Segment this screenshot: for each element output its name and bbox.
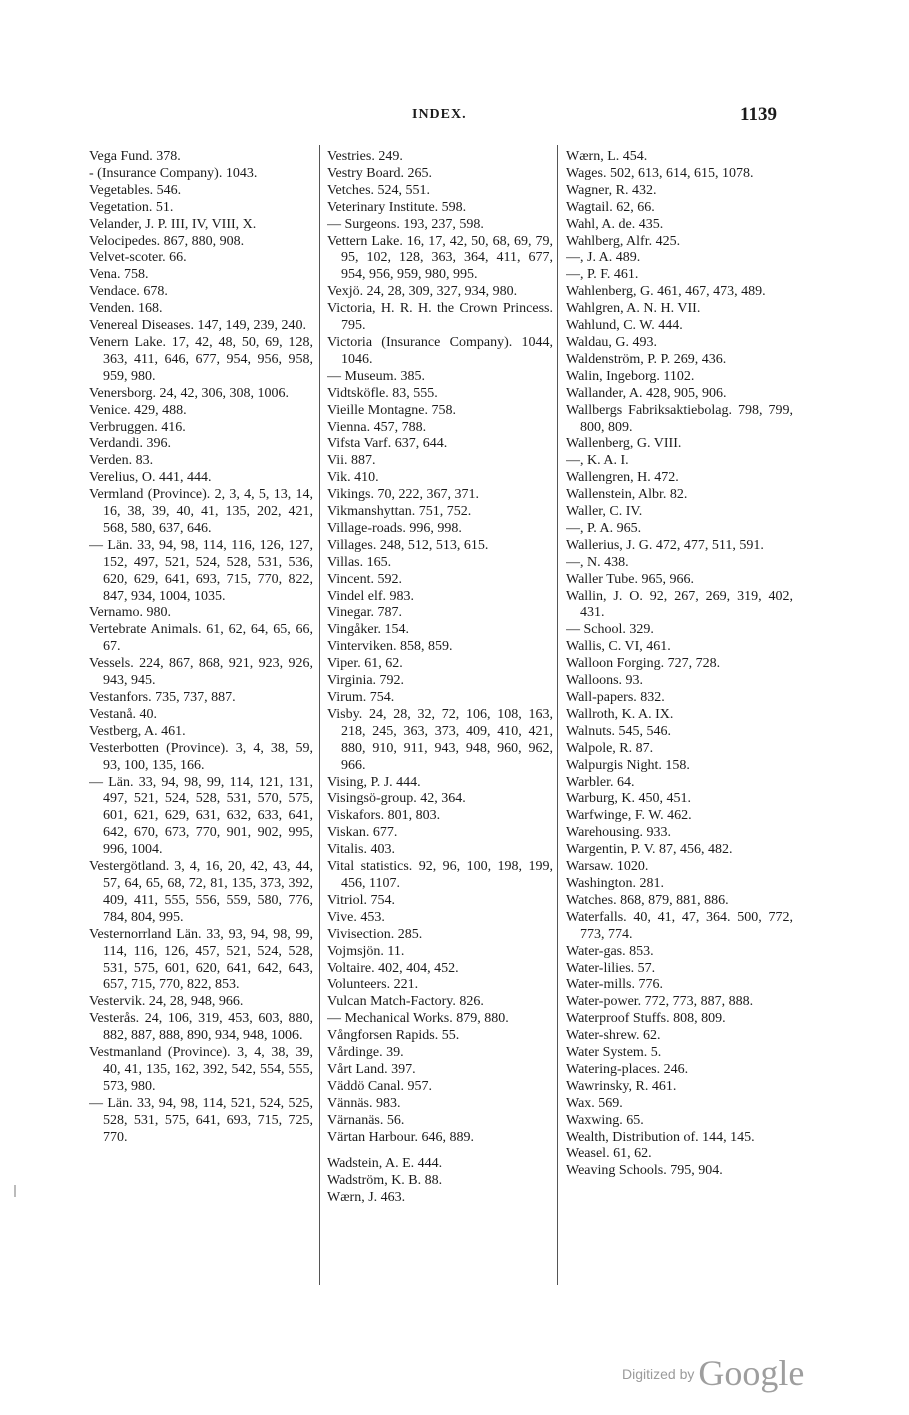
index-entry: Vestervik. 24, 28, 948, 966.: [89, 994, 244, 1010]
index-entry: Water-mills. 776.: [566, 977, 663, 993]
index-entry: Waller, C. IV.: [566, 504, 643, 520]
index-entry: Vestry Board. 265.: [327, 165, 432, 181]
index-entry: Velocipedes. 867, 880, 908.: [89, 233, 245, 249]
index-entry: Vikings. 70, 222, 367, 371.: [327, 487, 479, 503]
index-entry: Watches. 868, 879, 881, 886.: [566, 892, 729, 908]
index-entry: Värnanäs. 56.: [327, 1112, 405, 1128]
index-entry: Verdandi. 396.: [89, 436, 172, 452]
index-entry: Visingsö-group. 42, 364.: [327, 791, 466, 807]
index-entry: - (Insurance Company). 1043.: [89, 165, 258, 181]
index-entry: Water-lilies. 57.: [566, 960, 656, 976]
index-entry: Warehousing. 933.: [566, 825, 672, 841]
index-entry: Vienna. 457, 788.: [327, 419, 427, 435]
index-entry: Virum. 754.: [327, 690, 395, 705]
index-entry: Vinterviken. 858, 859.: [327, 639, 453, 655]
watermark-prefix: Digitized by: [622, 1366, 695, 1382]
index-entry: Venereal Diseases. 147, 149, 239, 240.: [89, 318, 306, 334]
index-entry: — Museum. 385.: [327, 368, 425, 384]
index-entry: Wallin, J. O. 92, 267, 269, 319, 402, 431.: [566, 588, 793, 621]
index-entry: Vive. 453.: [327, 909, 385, 925]
index-entry: Washington. 281.: [566, 875, 665, 891]
index-entry: Vessels. 224, 867, 868, 921, 923, 926, 943, 945.: [89, 656, 313, 689]
index-entry: —, N. 438.: [566, 554, 629, 570]
index-entry: Venice. 429, 488.: [89, 402, 187, 418]
index-entry: Weasel. 61, 62.: [566, 1146, 652, 1162]
index-entry: Vegetables. 546.: [89, 182, 182, 198]
index-entry: Wahl, A. de. 435.: [566, 216, 664, 232]
index-entry: Wadstein, A. E. 444.: [327, 1156, 443, 1172]
index-entry: —, K. A. I.: [566, 453, 629, 469]
index-entry: Wahlenberg, G. 461, 467, 473, 489.: [566, 284, 766, 300]
index-entry: Wallenberg, G. VIII.: [566, 436, 682, 452]
index-entry: Volunteers. 221.: [327, 977, 419, 993]
index-entry: Vulcan Match-Factory. 826.: [327, 994, 484, 1010]
index-entry: Walpole, R. 87.: [566, 740, 654, 756]
index-entry: Wahlberg, Alfr. 425.: [566, 233, 681, 249]
page-number: 1139: [740, 104, 777, 125]
index-entry: Wagtail. 62, 66.: [566, 199, 655, 215]
index-entry: Wax. 569.: [566, 1095, 623, 1111]
index-entry: Watering-places. 246.: [566, 1061, 689, 1077]
index-entry: Waterproof Stuffs. 808, 809.: [566, 1011, 726, 1027]
index-entry: Victoria (Insurance Company). 1044, 1046.: [327, 334, 553, 367]
index-entry: Waller Tube. 965, 966.: [566, 571, 694, 587]
index-entry: Viper. 61, 62.: [327, 656, 403, 672]
index-entry: Virginia. 792.: [327, 673, 405, 689]
index-entry: Värtan Harbour. 646, 889.: [327, 1129, 474, 1145]
index-entry: Voltaire. 402, 404, 452.: [327, 960, 459, 976]
index-entry: Vestanfors. 735, 737, 887.: [89, 690, 236, 705]
index-entry: Walin, Ingeborg. 1102.: [566, 368, 695, 384]
index-entry: Wahlund, C. W. 444.: [566, 318, 683, 334]
index-entry: Vännäs. 983.: [327, 1095, 401, 1111]
index-entry: Vising, P. J. 444.: [327, 774, 421, 790]
index-entry: Venersborg. 24, 42, 306, 308, 1006.: [89, 385, 290, 401]
running-head-title: INDEX.: [412, 107, 467, 122]
index-entry: — Län. 33, 94, 98, 114, 116, 126, 127, 152, 497, 521, 524, 528, 531, 536, 620, 629, 641, 693, 715, 770, 822, 847, 934, 1004, 1035.: [89, 537, 313, 604]
index-entry: Wallander, A. 428, 905, 906.: [566, 385, 727, 401]
index-entry: Vångforsen Rapids. 55.: [327, 1028, 460, 1044]
index-entry: Vesterås. 24, 106, 319, 453, 603, 880, 882, 887, 888, 890, 934, 948, 1006.: [89, 1011, 313, 1044]
google-logo: Google: [698, 1353, 805, 1393]
index-entry: — Mechanical Works. 879, 880.: [327, 1011, 509, 1027]
index-entry: Vesterbotten (Province). 3, 4, 38, 59, 93, 100, 135, 166.: [89, 740, 313, 773]
index-entry: Wærn, J. 463.: [327, 1190, 406, 1206]
index-entry: Vendace. 678.: [89, 284, 168, 300]
index-entry: —, P. F. 461.: [566, 267, 639, 283]
index-entry: Vårdinge. 39.: [327, 1045, 404, 1061]
index-entry: Vitriol. 754.: [327, 892, 395, 908]
index-entry: — School. 329.: [566, 622, 654, 638]
index-entry: Waxwing. 65.: [566, 1112, 644, 1128]
index-entry: Vifsta Varf. 637, 644.: [327, 436, 448, 452]
index-entry: Wagner, R. 432.: [566, 182, 657, 198]
index-entry: Village-roads. 996, 998.: [327, 520, 462, 536]
index-entry: Water System. 5.: [566, 1045, 662, 1061]
index-entry: Velvet-scoter. 66.: [89, 250, 187, 266]
index-entry: Wealth, Distribution of. 144, 145.: [566, 1129, 755, 1145]
index-entry: Villas. 165.: [327, 554, 392, 570]
index-column-2: [327, 149, 553, 1284]
index-entry: Wallengren, H. 472.: [566, 470, 679, 486]
index-entry: Viskafors. 801, 803.: [327, 808, 441, 824]
index-entry: Wallenstein, Albr. 82.: [566, 487, 688, 503]
index-entry: Vingåker. 154.: [327, 622, 409, 638]
index-column-1: [89, 149, 313, 1284]
index-entry: Warfwinge, F. W. 462.: [566, 808, 692, 824]
index-entry: Vestergötland. 3, 4, 16, 20, 42, 43, 44, 57, 64, 65, 68, 72, 81, 135, 373, 392, 409, 411, 555, 556, 559, 580, 776, 784, 804, 995.: [89, 859, 313, 925]
index-entry: Vetches. 524, 551.: [327, 182, 431, 198]
index-entry: Wallroth, K. A. IX.: [566, 706, 674, 722]
index-entry: Vega Fund. 378.: [89, 149, 181, 164]
index-entry: Vojmsjön. 11.: [327, 943, 405, 959]
index-entry: Water-power. 772, 773, 887, 888.: [566, 994, 754, 1010]
index-entry: —, P. A. 965.: [566, 520, 642, 536]
index-entry: Wallis, C. VI, 461.: [566, 639, 671, 655]
index-entry: Wallerius, J. G. 472, 477, 511, 591.: [566, 537, 764, 553]
index-entry: Verelius, O. 441, 444.: [89, 470, 212, 486]
index-entry: Vieille Montagne. 758.: [327, 402, 457, 418]
index-entry: Wadström, K. B. 88.: [327, 1173, 443, 1189]
digitized-watermark: [622, 1352, 804, 1394]
index-entry: Vestmanland (Province). 3, 4, 38, 39, 40, 41, 135, 162, 392, 542, 554, 555, 573, 980.: [89, 1045, 313, 1094]
index-entry: Wallbergs Fabriksaktiebolag. 798, 799, 800, 809.: [566, 402, 793, 435]
index-entry: Vernamo. 980.: [89, 605, 172, 621]
index-entry: Villages. 248, 512, 513, 615.: [327, 537, 489, 553]
index-entry: Verbruggen. 416.: [89, 419, 186, 435]
index-entry: Victoria, H. R. H. the Crown Princess. 795.: [327, 301, 553, 334]
index-entry: Vestanå. 40.: [89, 706, 158, 722]
index-entry: Wall-papers. 832.: [566, 690, 665, 705]
index-entry: Vestberg, A. 461.: [89, 723, 186, 739]
index-entry: Warburg, K. 450, 451.: [566, 791, 691, 807]
index-entry: Verden. 83.: [89, 453, 154, 469]
index-entry: Velander, J. P. III, IV, VIII, X.: [89, 216, 257, 232]
index-entry: Veterinary Institute. 598.: [327, 199, 467, 215]
index-entry: — Län. 33, 94, 98, 114, 521, 524, 525, 528, 531, 575, 641, 693, 715, 725, 770.: [89, 1095, 313, 1145]
index-entry: Vital statistics. 92, 96, 100, 198, 199, 456, 1107.: [327, 859, 553, 891]
index-entry: Venden. 168.: [89, 301, 163, 317]
index-entry: Vermland (Province). 2, 3, 4, 5, 13, 14, 16, 38, 39, 40, 41, 135, 202, 421, 568, 580, 637, 646.: [89, 487, 313, 536]
index-column-3: [566, 149, 793, 1284]
page-header: [0, 104, 909, 128]
index-entry: Vesternorrland Län. 33, 93, 94, 98, 99, 114, 116, 126, 457, 521, 524, 528, 531, 575, 601, 620, 641, 642, 643, 657, 715, 770, 822, 853.: [89, 926, 313, 993]
index-entry: Wargentin, P. V. 87, 456, 482.: [566, 842, 733, 858]
index-entry: Walnuts. 545, 546.: [566, 723, 672, 739]
index-entry: Visby. 24, 28, 32, 72, 106, 108, 163, 218, 245, 363, 373, 409, 410, 421, 880, 910, 911, 943, 948, 960, 962, 966.: [327, 706, 553, 773]
index-entry: Wages. 502, 613, 614, 615, 1078.: [566, 165, 754, 181]
index-entry: Walloon Forging. 727, 728.: [566, 656, 721, 672]
margin-mark: [14, 1185, 16, 1197]
index-entry: Vertebrate Animals. 61, 62, 64, 65, 66, 67.: [89, 622, 313, 655]
index-entry: Vik. 410.: [327, 470, 379, 486]
index-entry: Vikmanshyttan. 751, 752.: [327, 504, 472, 520]
index-entry: Vena. 758.: [89, 267, 149, 283]
index-entry: Vidtsköfle. 83, 555.: [327, 385, 438, 401]
index-entry: Wærn, L. 454.: [566, 149, 648, 164]
index-entry: Vitalis. 403.: [327, 842, 395, 858]
index-entry: Water-shrew. 62.: [566, 1028, 661, 1044]
index-entry: Vinegar. 787.: [327, 605, 402, 621]
index-entry: Warbler. 64.: [566, 774, 635, 790]
index-entry: Walloons. 93.: [566, 673, 644, 689]
index-entry: Venern Lake. 17, 42, 48, 50, 69, 128, 363, 411, 646, 677, 954, 956, 958, 959, 980.: [89, 334, 313, 384]
index-entry: Water-gas. 853.: [566, 943, 654, 959]
index-entry: Vårt Land. 397.: [327, 1061, 416, 1077]
column-divider: [319, 145, 320, 1285]
index-entry: Warsaw. 1020.: [566, 859, 649, 875]
column-divider: [557, 145, 558, 1285]
index-entry: Waldau, G. 493.: [566, 334, 658, 350]
index-entry: — Surgeons. 193, 237, 598.: [327, 216, 484, 232]
index-entry: Walpurgis Night. 158.: [566, 757, 690, 773]
index-entry: — Län. 33, 94, 98, 99, 114, 121, 131, 497, 521, 524, 528, 531, 570, 575, 601, 621, 629, 631, 632, 633, 641, 642, 670, 673, 770, 901, 902, 995, 996, 1004.: [89, 774, 313, 858]
index-entry: Vestries. 249.: [327, 149, 403, 164]
index-entry: —, J. A. 489.: [566, 250, 641, 266]
index-entry: Vindel elf. 983.: [327, 588, 415, 604]
index-entry: Wahlgren, A. N. H. VII.: [566, 301, 701, 317]
index-entry: Vivisection. 285.: [327, 926, 423, 942]
index-entry: Vincent. 592.: [327, 571, 402, 587]
index-entry: Waterfalls. 40, 41, 47, 364. 500, 772, 773, 774.: [566, 909, 793, 942]
index-entry: Vettern Lake. 16, 17, 42, 50, 68, 69, 79, 95, 102, 128, 363, 364, 411, 677, 954, 956, 959, 980, 995.: [327, 233, 553, 283]
index-entry: Viskan. 677.: [327, 825, 398, 841]
index-entry: Vii. 887.: [327, 453, 376, 469]
index-entry: Vegetation. 51.: [89, 199, 174, 215]
index-entry: Weaving Schools. 795, 904.: [566, 1163, 723, 1179]
index-entry: Wawrinsky, R. 461.: [566, 1078, 677, 1094]
index-entry: Waldenström, P. P. 269, 436.: [566, 351, 727, 367]
index-entry: Väddö Canal. 957.: [327, 1078, 432, 1094]
index-entry: Vexjö. 24, 28, 309, 327, 934, 980.: [327, 284, 518, 300]
